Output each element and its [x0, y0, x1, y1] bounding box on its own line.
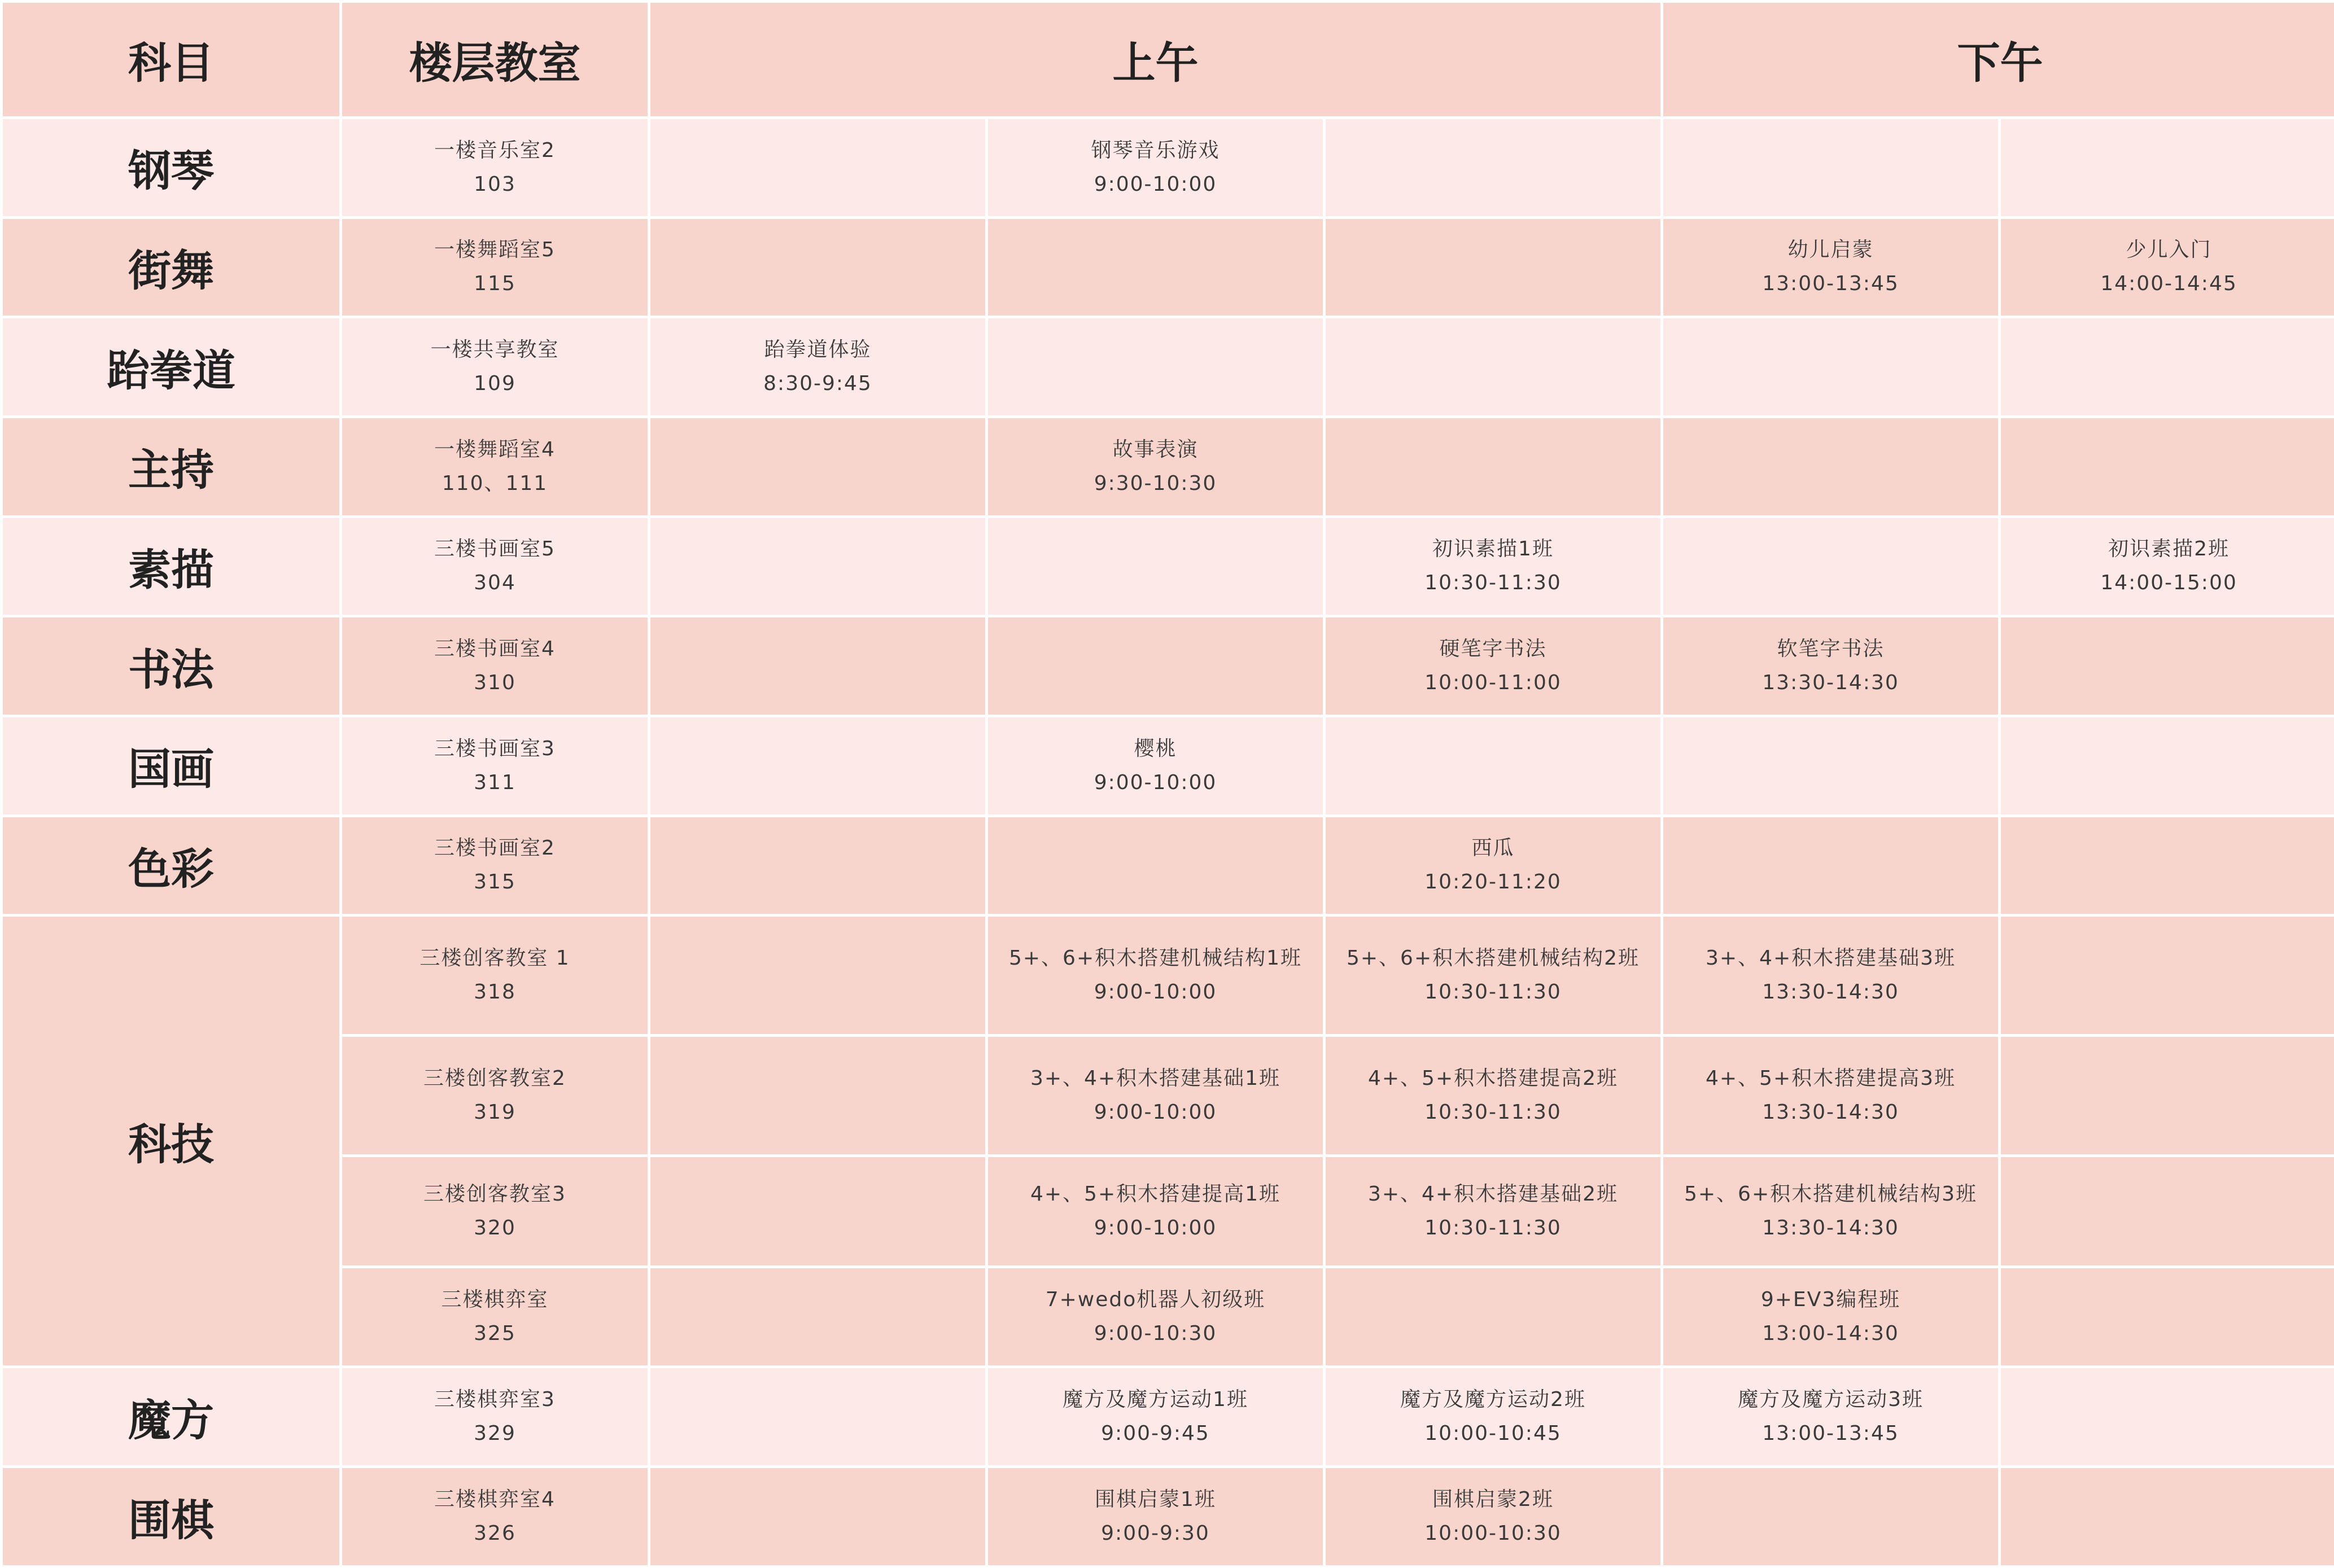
class-time: 10:20-11:20	[1424, 870, 1562, 894]
time-slot-cell	[1326, 1468, 1660, 1565]
class-time: 10:00-10:30	[1424, 1522, 1562, 1545]
schedule-row	[3, 817, 2334, 914]
time-slot-cell	[1663, 717, 1998, 814]
time-slot-cell	[650, 1037, 985, 1154]
time-slot-cell	[650, 617, 985, 715]
room-number: 318	[474, 980, 516, 1004]
time-slot-cell	[1663, 119, 1998, 216]
time-slot-cell	[650, 1468, 985, 1565]
header-row	[3, 3, 2334, 116]
time-slot-cell	[2001, 119, 2334, 216]
room-cell	[342, 1268, 648, 1366]
room-name: 三楼棋弈室	[441, 1288, 549, 1312]
room-name: 三楼棋弈室4	[434, 1488, 556, 1512]
class-time: 10:00-10:45	[1424, 1422, 1562, 1446]
class-time: 13:30-14:30	[1762, 980, 1899, 1004]
time-slot-cell	[1326, 318, 1660, 415]
class-name: 5+、6+积木搭建机械结构3班	[1684, 1182, 1978, 1206]
time-slot-cell	[988, 1037, 1323, 1154]
room-number: 115	[474, 272, 516, 296]
class-name: 3+、4+积木搭建基础1班	[1030, 1067, 1281, 1090]
subject-cell: 科技	[3, 917, 339, 1365]
time-slot-cell	[988, 518, 1323, 615]
time-slot-cell	[988, 1368, 1323, 1465]
room-cell	[342, 1157, 648, 1265]
time-slot-cell	[1663, 917, 1998, 1034]
class-time: 9:00-10:00	[1094, 1216, 1217, 1239]
time-slot-cell	[650, 418, 985, 515]
class-time: 13:30-14:30	[1762, 671, 1899, 695]
room-name: 三楼书画室4	[434, 637, 556, 661]
subject-cell: 色彩	[3, 817, 339, 914]
room-name: 三楼棋弈室3	[434, 1388, 556, 1412]
schedule-row	[3, 617, 2334, 715]
class-time: 9:00-10:30	[1094, 1322, 1217, 1346]
time-slot-cell	[1663, 1037, 1998, 1154]
schedule-row	[3, 418, 2334, 515]
room-name: 一楼舞蹈室4	[434, 437, 556, 461]
class-time: 10:00-11:00	[1424, 671, 1562, 695]
class-time: 13:00-14:30	[1762, 1322, 1899, 1346]
room-name: 三楼书画室2	[434, 836, 556, 860]
time-slot-cell	[1326, 1268, 1660, 1366]
room-cell	[342, 318, 648, 415]
room-number: 110、111	[442, 471, 548, 495]
subject-cell: 主持	[3, 418, 339, 515]
room-cell	[342, 917, 648, 1034]
class-name: 围棋启蒙2班	[1432, 1488, 1554, 1512]
class-time: 9:00-9:30	[1101, 1522, 1210, 1545]
class-time: 10:30-11:30	[1424, 571, 1562, 595]
class-name: 西瓜	[1471, 836, 1515, 860]
time-slot-cell	[1663, 418, 1998, 515]
time-slot-cell	[988, 318, 1323, 415]
time-slot-cell	[2001, 418, 2334, 515]
room-cell	[342, 219, 648, 316]
subject-cell: 围棋	[3, 1468, 339, 1565]
class-time: 13:00-13:45	[1762, 1422, 1899, 1446]
class-time: 10:30-11:30	[1424, 1216, 1562, 1239]
time-slot-cell	[988, 1157, 1323, 1265]
time-slot-cell	[1663, 1368, 1998, 1465]
time-slot-cell	[1326, 518, 1660, 615]
class-name: 钢琴音乐游戏	[1091, 138, 1220, 162]
room-number: 329	[474, 1422, 516, 1446]
schedule-row	[3, 518, 2334, 615]
time-slot-cell	[650, 1157, 985, 1265]
class-time: 9:00-10:00	[1094, 1101, 1217, 1124]
header-subject: 科目	[3, 3, 339, 116]
schedule-row	[3, 1037, 2334, 1154]
room-number: 103	[474, 172, 516, 196]
class-name: 魔方及魔方运动2班	[1400, 1388, 1586, 1412]
room-number: 319	[474, 1101, 516, 1124]
subject-cell: 素描	[3, 518, 339, 615]
time-slot-cell	[2001, 917, 2334, 1034]
class-name: 5+、6+积木搭建机械结构2班	[1346, 947, 1640, 970]
class-name: 围棋启蒙1班	[1095, 1488, 1216, 1512]
class-name: 3+、4+积木搭建基础2班	[1367, 1182, 1619, 1206]
time-slot-cell	[2001, 617, 2334, 715]
time-slot-cell	[650, 518, 985, 615]
room-cell	[342, 119, 648, 216]
subject-cell: 跆拳道	[3, 318, 339, 415]
class-name: 5+、6+积木搭建机械结构1班	[1008, 947, 1303, 970]
schedule-row	[3, 917, 2334, 1034]
class-time: 9:00-10:00	[1094, 172, 1217, 196]
schedule-row	[3, 1368, 2334, 1465]
time-slot-cell	[2001, 1368, 2334, 1465]
schedule-row	[3, 1268, 2334, 1366]
time-slot-cell	[1326, 717, 1660, 814]
header-morning: 上午	[650, 3, 1660, 116]
time-slot-cell	[988, 917, 1323, 1034]
time-slot-cell	[650, 817, 985, 914]
header-room: 楼层教室	[342, 3, 648, 116]
class-time: 10:30-11:30	[1424, 1101, 1562, 1124]
class-name: 4+、5+积木搭建提高3班	[1705, 1067, 1956, 1090]
class-name: 魔方及魔方运动1班	[1063, 1388, 1248, 1412]
time-slot-cell	[2001, 1037, 2334, 1154]
class-time: 9:00-10:00	[1094, 980, 1217, 1004]
time-slot-cell	[1663, 1157, 1998, 1265]
subject-cell: 国画	[3, 717, 339, 814]
time-slot-cell	[988, 1268, 1323, 1366]
room-number: 325	[474, 1322, 516, 1346]
room-name: 一楼共享教室	[430, 338, 560, 362]
room-name: 一楼舞蹈室5	[434, 238, 556, 262]
room-cell	[342, 1368, 648, 1465]
class-name: 硬笔字书法	[1439, 637, 1547, 661]
class-time: 13:30-14:30	[1762, 1101, 1899, 1124]
schedule-row	[3, 219, 2334, 316]
subject-cell: 魔方	[3, 1368, 339, 1465]
time-slot-cell	[650, 717, 985, 814]
schedule-row	[3, 1157, 2334, 1265]
time-slot-cell	[988, 717, 1323, 814]
time-slot-cell	[1326, 1157, 1660, 1265]
room-number: 320	[474, 1216, 516, 1239]
room-cell	[342, 418, 648, 515]
time-slot-cell	[1326, 817, 1660, 914]
time-slot-cell	[988, 418, 1323, 515]
time-slot-cell	[1663, 318, 1998, 415]
time-slot-cell	[1663, 1268, 1998, 1366]
class-time: 9:00-9:45	[1101, 1422, 1210, 1446]
time-slot-cell	[1663, 1468, 1998, 1565]
class-time: 9:30-10:30	[1094, 471, 1217, 495]
time-slot-cell	[1326, 119, 1660, 216]
room-cell	[342, 817, 648, 914]
room-name: 三楼书画室3	[434, 737, 556, 760]
class-name: 9+EV3编程班	[1760, 1288, 1901, 1312]
time-slot-cell	[1663, 617, 1998, 715]
room-cell	[342, 1468, 648, 1565]
time-slot-cell	[1326, 617, 1660, 715]
class-time: 14:00-14:45	[2100, 272, 2237, 296]
class-time: 14:00-15:00	[2100, 571, 2237, 595]
room-number: 311	[474, 770, 516, 794]
time-slot-cell	[1663, 219, 1998, 316]
room-name: 三楼创客教室3	[423, 1182, 566, 1206]
time-slot-cell	[988, 817, 1323, 914]
class-name: 3+、4+积木搭建基础3班	[1705, 947, 1956, 970]
time-slot-cell	[1326, 917, 1660, 1034]
room-name: 三楼创客教室2	[423, 1067, 566, 1090]
subject-cell: 钢琴	[3, 119, 339, 216]
room-number: 315	[474, 870, 516, 894]
class-name: 樱桃	[1134, 737, 1177, 760]
room-name: 三楼书画室5	[434, 537, 556, 561]
room-name: 一楼音乐室2	[434, 138, 556, 162]
room-cell	[342, 518, 648, 615]
class-time: 8:30-9:45	[763, 372, 872, 396]
class-name: 初识素描1班	[1432, 537, 1554, 561]
class-name: 4+、5+积木搭建提高2班	[1367, 1067, 1619, 1090]
room-name: 三楼创客教室 1	[419, 947, 570, 970]
time-slot-cell	[650, 1268, 985, 1366]
time-slot-cell	[2001, 1268, 2334, 1366]
class-name: 幼儿启蒙	[1787, 238, 1874, 262]
class-name: 跆拳道体验	[764, 338, 872, 362]
time-slot-cell	[2001, 518, 2334, 615]
time-slot-cell	[650, 119, 985, 216]
time-slot-cell	[1326, 1368, 1660, 1465]
class-name: 软笔字书法	[1777, 637, 1885, 661]
time-slot-cell	[988, 1468, 1323, 1565]
time-slot-cell	[1663, 817, 1998, 914]
time-slot-cell	[988, 617, 1323, 715]
class-time: 13:30-14:30	[1762, 1216, 1899, 1239]
schedule-row	[3, 717, 2334, 814]
time-slot-cell	[2001, 219, 2334, 316]
schedule-row	[3, 318, 2334, 415]
subject-cell: 街舞	[3, 219, 339, 316]
time-slot-cell	[2001, 318, 2334, 415]
time-slot-cell	[650, 219, 985, 316]
time-slot-cell	[1326, 219, 1660, 316]
room-cell	[342, 1037, 648, 1154]
time-slot-cell	[2001, 717, 2334, 814]
class-name: 故事表演	[1112, 437, 1199, 461]
room-number: 326	[474, 1522, 516, 1545]
time-slot-cell	[988, 219, 1323, 316]
time-slot-cell	[1326, 1037, 1660, 1154]
schedule-row	[3, 1468, 2334, 1565]
class-name: 初识素描2班	[2108, 537, 2230, 561]
time-slot-cell	[2001, 1468, 2334, 1565]
header-afternoon: 下午	[1663, 3, 2334, 116]
time-slot-cell	[1326, 418, 1660, 515]
class-name: 魔方及魔方运动3班	[1738, 1388, 1924, 1412]
subject-cell: 书法	[3, 617, 339, 715]
class-time: 9:00-10:00	[1094, 770, 1217, 794]
class-time: 13:00-13:45	[1762, 272, 1899, 296]
time-slot-cell	[650, 1368, 985, 1465]
time-slot-cell	[650, 917, 985, 1034]
class-name: 4+、5+积木搭建提高1班	[1030, 1182, 1281, 1206]
time-slot-cell	[2001, 1157, 2334, 1265]
room-cell	[342, 617, 648, 715]
time-slot-cell	[988, 119, 1323, 216]
class-time: 10:30-11:30	[1424, 980, 1562, 1004]
room-number: 310	[474, 671, 516, 695]
room-number: 304	[474, 571, 516, 595]
time-slot-cell	[2001, 817, 2334, 914]
room-number: 109	[474, 372, 516, 396]
class-name: 7+wedo机器人初级班	[1045, 1288, 1266, 1312]
schedule-row	[3, 119, 2334, 216]
class-name: 少儿入门	[2126, 238, 2212, 262]
time-slot-cell	[650, 318, 985, 415]
time-slot-cell	[1663, 518, 1998, 615]
room-cell	[342, 717, 648, 814]
